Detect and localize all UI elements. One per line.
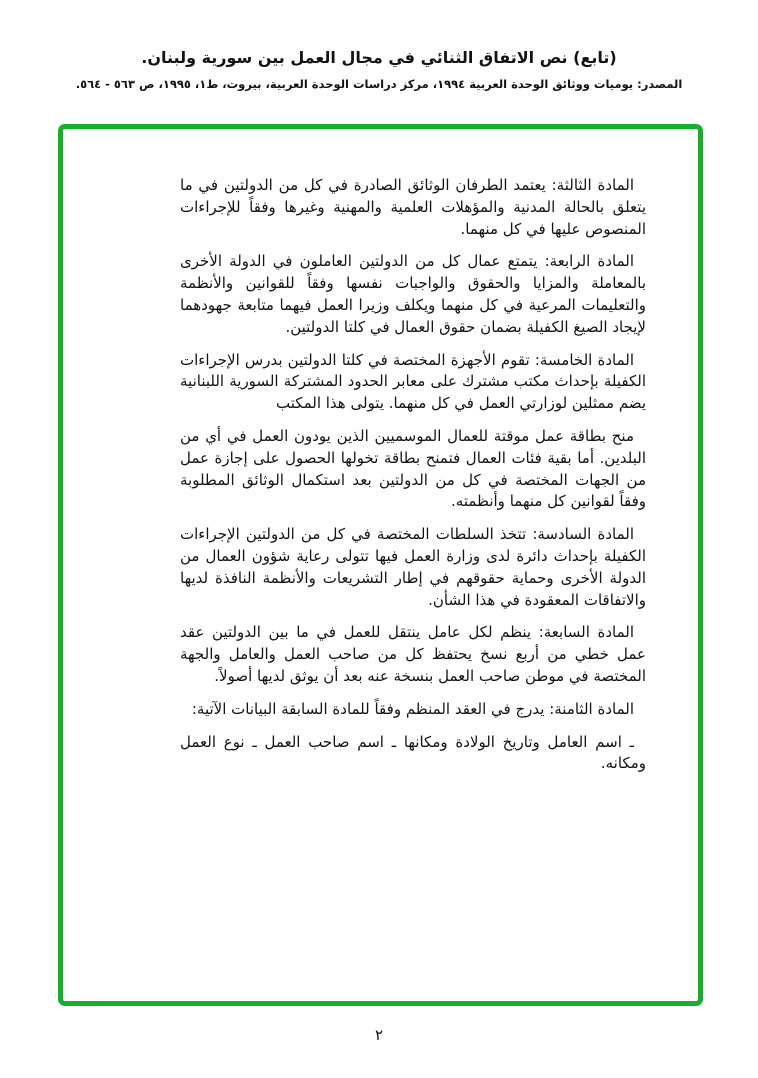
paragraph: المادة الخامسة: تقوم الأجهزة المختصة في كلتا الدولتين بدرس الإجراءات الكفيلة بإحداث مكتب مشترك على معابر الحدود المشتركة السورية اللبنانية يضم ممثلين لوزارتي العمل في كل منهما. يتولى هذا المكتب xyxy=(180,350,646,413)
page-number: ٢ xyxy=(374,1026,384,1044)
article-text xyxy=(180,175,646,955)
page-title: (تابع) نص الاتفاق الثنائي في مجال العمل بين سورية ولبنان. xyxy=(141,48,617,67)
document-frame xyxy=(58,124,703,1006)
paragraph: المادة الثالثة: يعتمد الطرفان الوثائق الصادرة في كل من الدولتين في ما يتعلق بالحالة المدنية والمؤهلات العلمية والمهنية وغيرها وفقاً للإجراءات المنصوص عليها في كل منهما. xyxy=(180,176,646,238)
paragraph: المادة الثامنة: يدرج في العقد المنظم وفقاً للمادة السابقة البيانات الآتية: xyxy=(191,699,634,718)
paragraph: المادة الرابعة: يتمتع عمال كل من الدولتين العاملون في الدولة الأخرى بالمعاملة والمزايا والحقوق والواجبات نفسها وفقاً للقوانين والأنظمة والتعليمات المرعية في كل منهما ويكلف وزيرا العمل فيهما متابعة جهودهما لإيجاد الصيغ الكفيلة بضمان حقوق العمال في كلتا الدولتين. xyxy=(180,252,646,336)
paragraph: ـ اسم العامل وتاريخ الولادة ومكانها ـ اسم صاحب العمل ـ نوع العمل ومكانه. xyxy=(180,732,646,773)
paragraph: المادة السابعة: ينظم لكل عامل ينتقل للعمل في ما بين الدولتين عقد عمل خطي من أربع نسخ يحتفظ كل من صاحب العمل والعامل والجهة المختصة في موطن صاحب العمل بنسخة عنه بعد أن يوثق لديها أصولاً. xyxy=(180,623,646,685)
paragraph: منح بطاقة عمل موقتة للعمال الموسميين الذين يودون العمل في أي من البلدين. أما بقية فئات العمال فتمنح بطاقة تخولها الحصول على إجازة عمل من الجهات المختصة في كل من الدولتين بعد استكمال الوثائق المطلوبة وفقاً لقوانين كل منهما وأنظمته. xyxy=(180,426,646,511)
document-header xyxy=(0,48,758,91)
paragraph: المادة السادسة: تتخذ السلطات المختصة في كل من الدولتين الإجراءات الكفيلة بإحداث دائرة لدى وزارة العمل فيها تتولى رعاية شؤون العمال من الدولة الأخرى وحماية حقوقهم في إطار التشريعات والأنظمة النافذة لديها والاتفاقات المعقودة في هذا الشأن. xyxy=(180,525,646,609)
source-line: المصدر: يوميات ووثائق الوحدة العربية ١٩٩٤، مركز دراسات الوحدة العربية، بيروت، ط١، ١٩٩٥، ص ٥٦٣ - ٥٦٤. xyxy=(75,77,683,91)
